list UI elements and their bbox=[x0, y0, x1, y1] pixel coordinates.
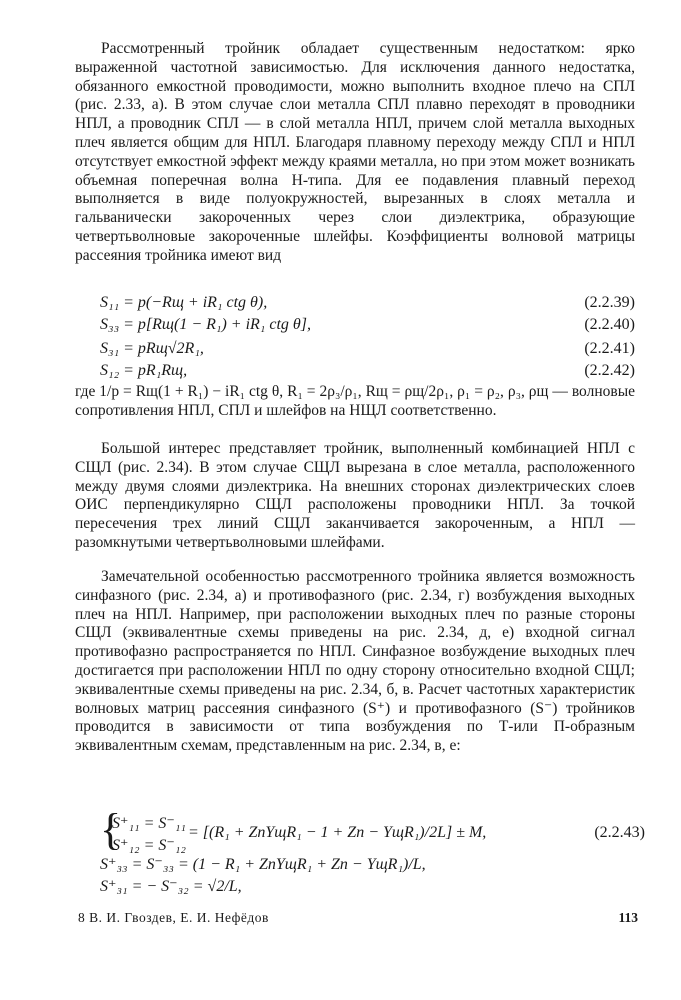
paragraph-1: Рассмотренный тройник обладает существенным недостатком: ярко выраженной частотной зависимостью. Для исключения данного недостатка, обязанного емкостной проводимости, можно выполнить входное плечо на СПЛ (рис. 2.33, а). В этом случае слои металла СПЛ плавно переходят в проводники НПЛ, а проводник СПЛ — в слой металла НПЛ, причем слой металла выходных плеч является общим для НПЛ. Благодаря плавному переходу между СПЛ и НПЛ отсутствует емкостной эффект между краями металла, но при этом может возникать объемная поперечная волна Н-типа. Для ее подавления плавный переход выполняется в виде полуокружностей, вырезанных в слоях металла и гальванически закороченных через слои диэлектрика, образующие четвертьволновые закороченные шлейфы. Коэффициенты волновой матрицы рассеяния тройника имеют вид bbox=[75, 40, 635, 264]
page-number: 113 bbox=[618, 910, 638, 925]
footer-authors: 8 В. И. Гвоздев, Е. И. Нефёдов bbox=[78, 910, 269, 925]
system-line-1: S⁺₁₁ = S⁻₁₁ bbox=[112, 815, 186, 832]
paragraph-3: Замечательной особенностью рассмотренного тройника является возможность синфазного (рис. 2.34, а) и противофазного (рис. 2.34, г) возбуждения выходных плеч на НПЛ. Например, при расположении выходных плеч по разные стороны СЩЛ (эквивалентные схемы приведены на рис. 2.34, д, е) входной сигнал противофазно распространяется по НПЛ. Синфазное возбуждение выходных плеч достигается при расположении НПЛ по одну сторону относительно входной СЩЛ; эквивалентные схемы приведены на рис. 2.34, б, в. Расчет частотных характеристик волновых матриц рассеяния синфазного (S⁺) и противофазного (S⁻) тройников проводится в зависимости от типа возбуждения по Т-или П-образным эквивалентным схемам, представленным на рис. 2.34, в, е: bbox=[75, 568, 635, 755]
equation-s33: S⁺₃₃ = S⁻₃₃ = (1 − R₁ + ZпYщR₁ + Zп − YщR₁)/L, bbox=[100, 856, 426, 873]
equation-2-2-40 bbox=[100, 314, 635, 336]
system-rhs: = [(R₁ + ZпYщR₁ − 1 + Zп − YщR₁)/2L] ± M, bbox=[188, 824, 487, 841]
equation-number: (2.2.40) bbox=[584, 316, 635, 333]
equation-number: (2.2.42) bbox=[584, 362, 635, 379]
where-clause: где 1/p = Rщ(1 + R₁) − iR₁ ctg θ, R₁ = 2ρ₃/ρ₁, Rщ = ρщ/2ρ₁, ρ₁ = ρ₂, ρ₃, ρщ — волновые сопротивления НПЛ, СПЛ и шлейфов на НЩЛ соответственно. bbox=[75, 383, 635, 419]
equation-body: S₁₂ = pR₁Rщ, bbox=[100, 362, 188, 379]
equation-body: S₃₃ = p[Rщ(1 − R₁) + iR₁ ctg θ], bbox=[100, 316, 311, 333]
equation-2-2-42 bbox=[100, 360, 635, 382]
paragraph-2: Большой интерес представляет тройник, выполненный комбинацией НПЛ с СЩЛ (рис. 2.34). В этом случае СЩЛ вырезана в слое металла, расположенного между двумя слоями диэлектрика. На внешних сторонах диэлектрических слоев ОИС перпендикулярно СЩЛ расположены проводники НПЛ. За точкой пересечения трех линий СЩЛ заканчивается закороченным, а НПЛ — разомкнутыми четвертьволновыми шлейфами. bbox=[75, 440, 635, 551]
equation-2-2-41 bbox=[100, 338, 635, 360]
equation-number: (2.2.41) bbox=[584, 340, 635, 357]
left-brace: { bbox=[100, 805, 122, 854]
equation-s31: S⁺₃₁ = − S⁻₃₂ = √2/L, bbox=[100, 878, 242, 895]
page-footer bbox=[78, 910, 638, 930]
equation-body: S₃₁ = pRщ√2R₁, bbox=[100, 340, 204, 357]
equation-number: (2.2.39) bbox=[584, 294, 635, 311]
equation-body: S₁₁ = p(−Rщ + iR₁ ctg θ), bbox=[100, 294, 268, 311]
equation-number: (2.2.43) bbox=[594, 824, 645, 841]
equation-2-2-39 bbox=[100, 292, 635, 314]
system-line-2: S⁺₁₂ = S⁻₁₂ bbox=[112, 837, 186, 854]
